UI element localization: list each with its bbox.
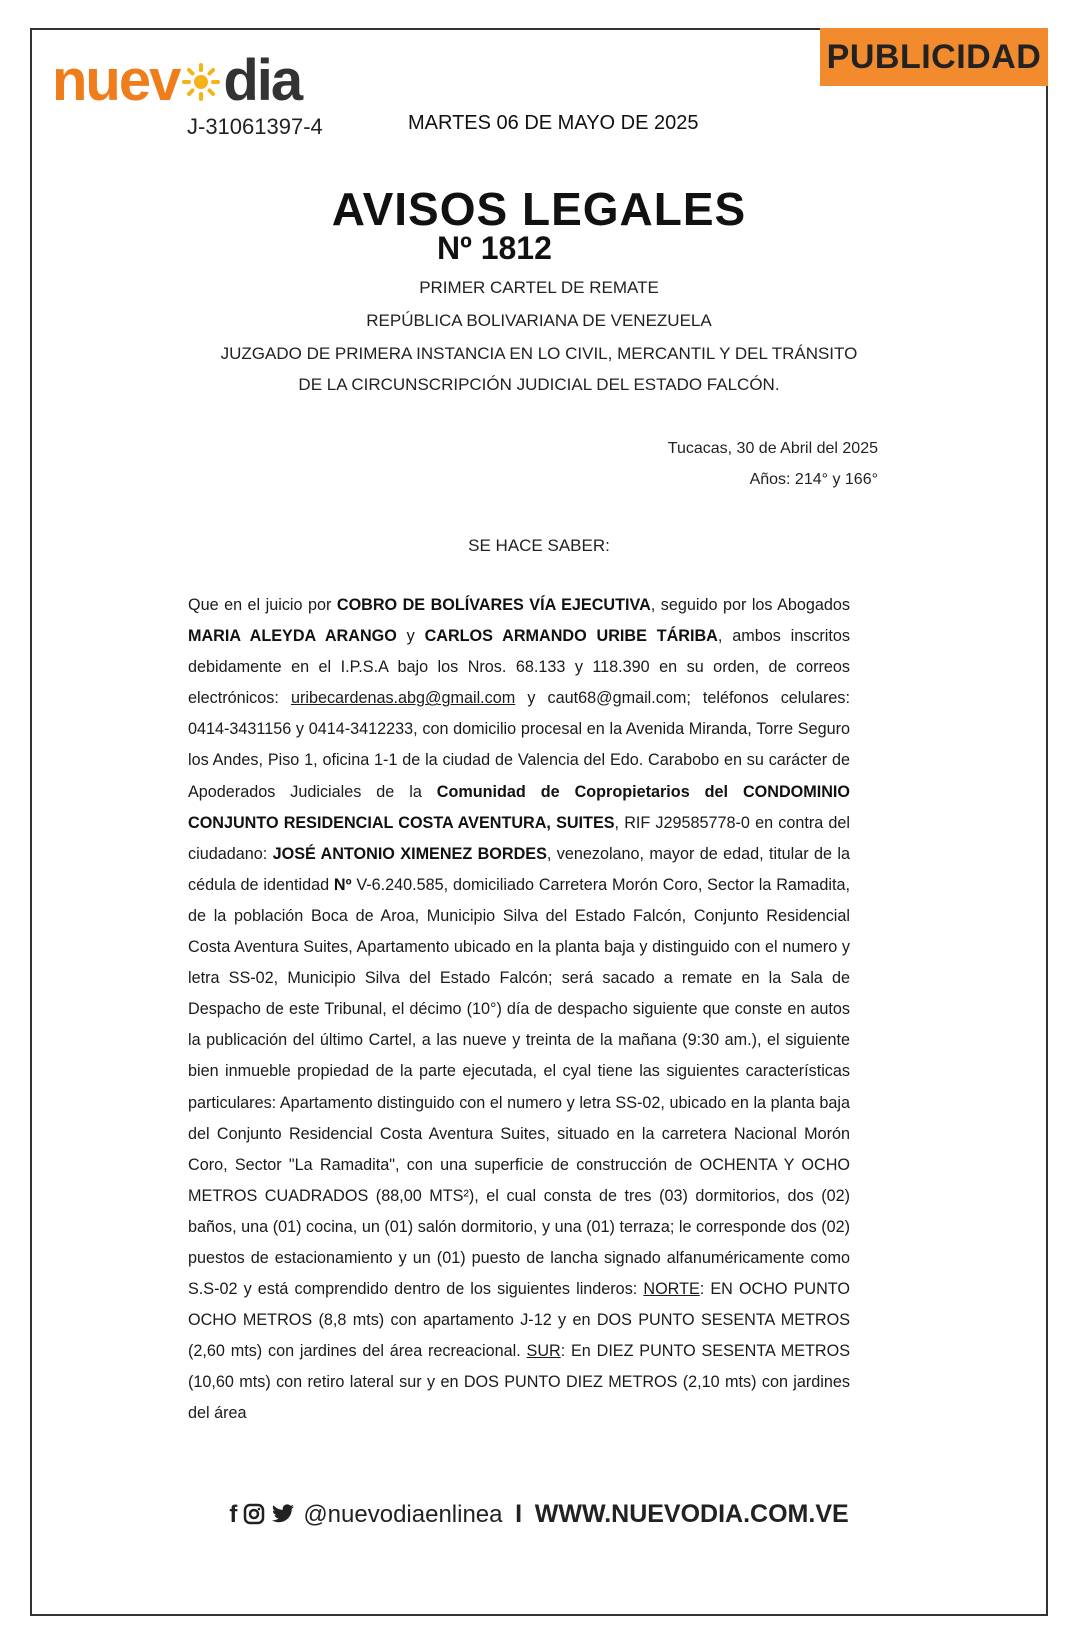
body-text: , seguido por los Abogados (650, 596, 851, 614)
notice-body (188, 590, 850, 1430)
email-link[interactable]: uribecardenas.abg@gmail.com (290, 689, 516, 708)
heading-circunscripcion: DE LA CIRCUNSCRIPCIÓN JUDICIAL DEL ESTADO FALCÓN. (298, 375, 780, 394)
body-text: , RIF J29585778-0 en contra del ciudadano: (188, 813, 850, 863)
place-date: Tucacas, 30 de Abril del 2025 (667, 440, 878, 457)
footer (32, 1500, 1046, 1529)
footer-separator: I (515, 1500, 523, 1528)
se-hace-saber: SE HACE SABER: (468, 536, 610, 555)
heading-juzgado: JUZGADO DE PRIMERA INSTANCIA EN LO CIVIL, MERCANTIL Y DEL TRÁNSITO (220, 344, 858, 363)
heading-republica: REPÚBLICA BOLIVARIANA DE VENEZUELA (366, 311, 712, 330)
issue-number: Nº 1812 (437, 230, 552, 266)
body-text: y caut68@gmail.com; teléfonos celulares: 0414-3431156 y 0414-3412233, con domicilio procesal en la Avenida Miranda, Torre Seguro los Andes, Piso 1, oficina 1-1 de la ciudad de Valencia del Edo. Carabobo en su carácter de Apoderados Judiciales de la (188, 689, 850, 801)
body-bold: JOSÉ ANTONIO XIMENEZ BORDES (272, 844, 547, 863)
body-text: y (396, 627, 425, 646)
body-bold: Nº (333, 875, 352, 894)
body-text: , venezolano, mayor de edad, titular de la cédula de identidad (188, 844, 850, 894)
publicidad-badge: PUBLICIDAD (820, 28, 1048, 86)
social-handle[interactable]: @nuevodiaenlinea (303, 1501, 503, 1528)
page-frame (30, 28, 1048, 1616)
instagram-icon[interactable] (243, 1503, 265, 1525)
lindero-norte: NORTE (643, 1280, 700, 1299)
sun-icon (181, 62, 221, 102)
body-text: V-6.240.585, domiciliado Carretera Morón Coro, Sector la Ramadita, de la población Boca de Aroa, Municipio Silva del Estado Falcón, Conjunto Residencial Costa Aventura Suites, Apartamento ubicado en la planta baja y distinguido con el numero y letra SS-02, Municipio Silva del Estado Falcón; será sacado a remate en la Sala de Despacho de este Tribunal, el décimo (10°) día de despacho siguiente que conste en autos la publicación del último Cartel, a las nueve y treinta de la mañana (9:30 am.), el siguiente bien inmueble propiedad de la parte ejecutada, el cyal tiene las siguientes características particulares: Apartamento distinguido con el numero y letra SS-02, ubicado en la planta baja del Conjunto Residencial Costa Aventura Suites, situado en la carretera Nacional Morón Coro, Sector "La Ramadita", con una superficie de construcción de OCHENTA Y OCHO METROS CUADRADOS (88,00 MTS²), el cual consta de tres (03) dormitorios, dos (02) baños, una (01) cocina, un (01) salón dormitorio, y una (01) terraza; le corresponde dos (02) puestos de estacionamiento y un (01) puesto de lancha signado alfanuméricamente como S.S-02 y está comprendido dentro de los siguientes linderos: (188, 875, 850, 1299)
website-link[interactable]: WWW.NUEVODIA.COM.VE (534, 1500, 849, 1528)
logo-text-right: dia (223, 48, 302, 113)
body-bold: Comunidad de Copropietarios del CONDOMINIO CONJUNTO RESIDENCIAL COSTA AVENTURA, SUITES (188, 782, 850, 832)
publication-date: MARTES 06 DE MAYO DE 2025 (408, 112, 699, 134)
body-text: Que en el juicio por (188, 596, 337, 614)
lindero-sur: SUR (526, 1342, 561, 1361)
body-text: : EN OCHO PUNTO OCHO METROS (8,8 mts) con apartamento J-12 y en DOS PUNTO SESENTA METROS (2,60 mts) con jardines del área recreacional. (188, 1280, 850, 1361)
years: Años: 214° y 166° (749, 471, 878, 488)
body-bold: COBRO DE BOLÍVARES VÍA EJECUTIVA (336, 596, 651, 614)
facebook-icon[interactable]: f (229, 1501, 238, 1528)
logo-text-left: nuev (52, 48, 180, 113)
rif-number: J-31061397-4 (187, 114, 323, 139)
body-text: : En DIEZ PUNTO SESENTA METROS (10,60 mts) con retiro lateral sur y en DOS PUNTO DIEZ METROS (2,10 mts) con jardines del área (188, 1342, 851, 1423)
body-text: , ambos inscritos debidamente en el I.P.S.A bajo los Nros. 68.133 y 118.390 en su orden, de correos electrónicos: (188, 627, 850, 708)
nuevodia-logo (52, 48, 302, 113)
twitter-icon[interactable] (271, 1504, 295, 1524)
body-bold: CARLOS ARMANDO URIBE TÁRIBA (424, 627, 718, 646)
page-title: AVISOS LEGALES (331, 183, 747, 235)
body-bold: MARIA ALEYDA ARANGO (188, 627, 397, 646)
heading-cartel: PRIMER CARTEL DE REMATE (419, 278, 659, 297)
